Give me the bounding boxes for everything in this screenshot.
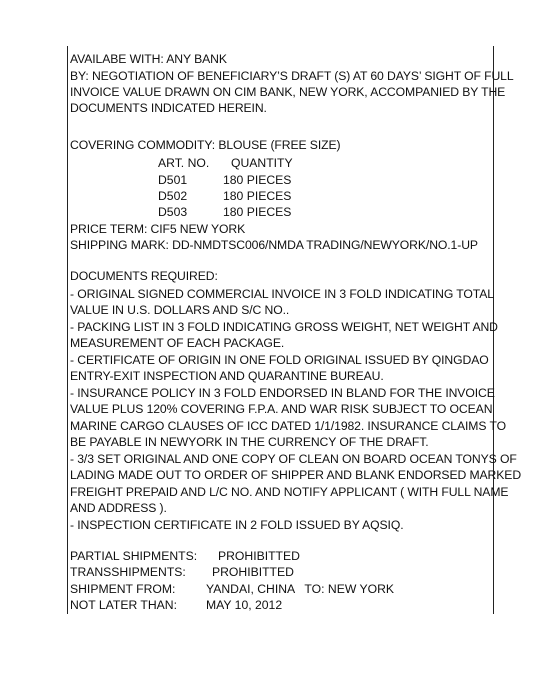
- negotiation-line: BY: NEGOTIATION OF BENEFICIARY’S DRAFT (S) AT 60 DAYS’ SIGHT OF FULL: [70, 69, 514, 83]
- document-line: FREIGHT PREPAID AND L/C NO. AND NOTIFY APPLICANT ( WITH FULL NAME: [70, 485, 509, 499]
- document-line: MEASUREMENT OF EACH PACKAGE.: [70, 336, 285, 350]
- shipment-from-value: YANDAI, CHINA TO: NEW YORK: [206, 582, 395, 596]
- document-line: - ORIGINAL SIGNED COMMERCIAL INVOICE IN 3 FOLD INDICATING TOTAL: [70, 287, 494, 301]
- quantity-header: QUANTITY: [231, 156, 293, 170]
- documents-title: DOCUMENTS REQUIRED:: [70, 269, 218, 283]
- not-later-than-value: MAY 10, 2012: [206, 598, 283, 612]
- shipment-from-label: SHIPMENT FROM:: [70, 582, 176, 596]
- quantity-cell: 180 PIECES: [223, 173, 292, 187]
- transshipments-value: PROHIBITTED: [212, 565, 294, 579]
- art-no-cell: D502: [158, 189, 188, 203]
- art-no-cell: D503: [158, 205, 188, 219]
- negotiation-line: DOCUMENTS INDICATED HEREIN.: [70, 101, 267, 115]
- document-line: BE PAYABLE IN NEWYORK IN THE CURRENCY OF THE DRAFT.: [70, 435, 429, 449]
- availability-text: AVAILABE WITH: ANY BANK: [70, 52, 227, 66]
- commodity-text: COVERING COMMODITY: BLOUSE (FREE SIZE): [70, 138, 341, 152]
- document-line: - INSPECTION CERTIFICATE IN 2 FOLD ISSUED BY AQSIQ.: [70, 518, 404, 532]
- document-line: VALUE PLUS 120% COVERING F.P.A. AND WAR RISK SUBJECT TO OCEAN: [70, 402, 493, 416]
- document-line: - 3/3 SET ORIGINAL AND ONE COPY OF CLEAN ON BOARD OCEAN TONYS OF: [70, 452, 517, 466]
- document-line: - PACKING LIST IN 3 FOLD INDICATING GROSS WEIGHT, NET WEIGHT AND: [70, 320, 498, 334]
- quantity-cell: 180 PIECES: [223, 189, 292, 203]
- document-line: AND ADDRESS ).: [70, 501, 167, 515]
- partial-shipments-value: PROHIBITTED: [218, 549, 300, 563]
- document-frame: [67, 46, 522, 614]
- price-term-text: PRICE TERM: CIF5 NEW YORK: [70, 222, 246, 236]
- transshipments-label: TRANSSHIPMENTS:: [70, 565, 186, 579]
- document-line: VALUE IN U.S. DOLLARS AND S/C NO..: [70, 303, 290, 317]
- art-no-cell: D501: [158, 173, 188, 187]
- document-line: ENTRY-EXIT INSPECTION AND QUARANTINE BUREAU.: [70, 369, 384, 383]
- document-line: LADING MADE OUT TO ORDER OF SHIPPER AND BLANK ENDORSED MARKED: [70, 468, 522, 482]
- art-no-header: ART. NO.: [158, 156, 210, 170]
- shipping-mark-text: SHIPPING MARK: DD-NMDTSC006/NMDA TRADING/NEWYORK/NO.1-UP: [70, 238, 478, 252]
- not-later-than-label: NOT LATER THAN:: [70, 598, 177, 612]
- document-line: - CERTIFICATE OF ORIGIN IN ONE FOLD ORIGINAL ISSUED BY QINGDAO: [70, 353, 489, 367]
- negotiation-line: INVOICE VALUE DRAWN ON CIM BANK, NEW YORK, ACCOMPANIED BY THE: [70, 85, 506, 99]
- quantity-cell: 180 PIECES: [223, 205, 292, 219]
- document-line: MARINE CARGO CLAUSES OF ICC DATED 1/1/1982. INSURANCE CLAIMS TO: [70, 419, 506, 433]
- document-line: - INSURANCE POLICY IN 3 FOLD ENDORSED IN BLAND FOR THE INVOICE: [70, 386, 495, 400]
- partial-shipments-label: PARTIAL SHIPMENTS:: [70, 549, 198, 563]
